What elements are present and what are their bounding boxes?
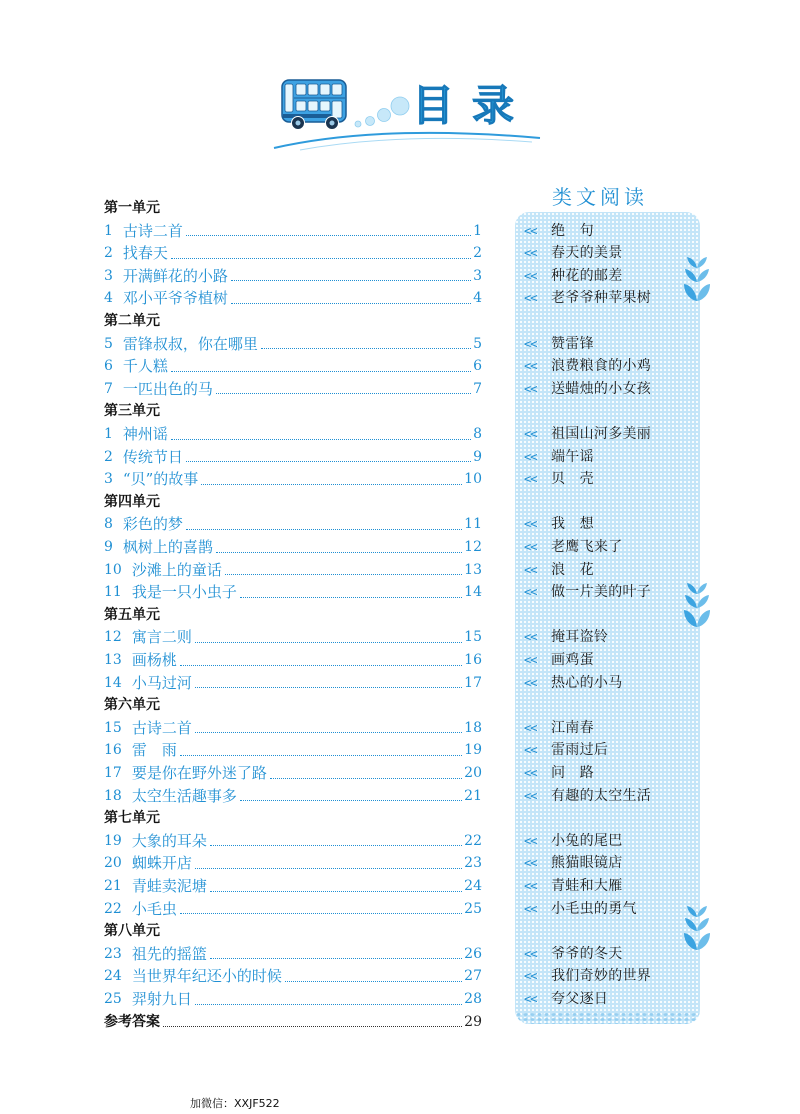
toc-page-number: 10 <box>464 471 482 488</box>
toc-page-number: 5 <box>473 335 482 352</box>
reading-title: 祖国山河多美丽 <box>551 426 652 442</box>
reading-marker: << <box>524 720 537 735</box>
toc-unit-heading: 第六单元 <box>104 697 160 714</box>
reading-item <box>524 627 694 647</box>
reading-item <box>524 447 694 467</box>
toc-lesson-number: 7 <box>104 380 113 397</box>
toc-lesson-title: 蜘蛛开店 <box>131 854 192 873</box>
toc-unit-heading: 第三单元 <box>104 403 160 420</box>
reading-marker: << <box>524 856 537 871</box>
reading-item <box>524 899 694 919</box>
toc-unit-heading: 第四单元 <box>104 493 160 510</box>
toc-answers-title: 参考答案 <box>104 1013 160 1030</box>
reading-title: 小兔的尾巴 <box>551 832 623 849</box>
toc-unit-heading: 第一单元 <box>104 200 160 216</box>
toc-lesson-title: 寓言二则 <box>131 628 192 647</box>
reading-title: 夸父逐日 <box>551 991 609 1007</box>
toc-page-number: 24 <box>464 878 482 894</box>
toc-page-number: 20 <box>464 765 482 781</box>
toc-page-number: 8 <box>473 426 482 442</box>
reading-marker: << <box>524 517 537 532</box>
reading-item <box>524 831 694 851</box>
reading-marker: << <box>524 585 537 600</box>
toc-lesson-number: 9 <box>104 539 113 555</box>
toc-page-number: 21 <box>464 787 482 804</box>
toc-lesson-title: 彩色的梦 <box>122 515 183 534</box>
toc-lesson-number: 8 <box>104 516 113 533</box>
reading-item <box>524 786 694 806</box>
toc-lesson-number: 19 <box>104 832 122 849</box>
toc-lesson-number: 2 <box>104 245 113 262</box>
reading-title: 赞雷锋 <box>551 335 594 352</box>
reading-marker: << <box>524 449 537 464</box>
reading-item <box>524 334 694 354</box>
reading-marker: << <box>524 472 537 487</box>
toc-page-number: 12 <box>464 539 482 555</box>
reading-title: 爷爷的冬天 <box>551 945 623 962</box>
toc-lesson-title: 大象的耳朵 <box>131 831 207 850</box>
toc-lesson-number: 14 <box>104 674 122 691</box>
toc-lesson-number: 13 <box>104 652 122 668</box>
toc-page-number: 25 <box>464 900 482 917</box>
toc-page-number: 13 <box>464 561 482 578</box>
reading-title: 江南春 <box>551 719 594 736</box>
footer-note: 加微信：XXJF522 <box>190 1097 280 1110</box>
toc-lesson-number: 6 <box>104 358 113 375</box>
toc-lesson-number: 15 <box>104 719 122 736</box>
toc-lesson-title: 古诗二首 <box>122 221 183 240</box>
reading-title: 热心的小马 <box>551 674 623 691</box>
toc-lesson-number: 10 <box>104 561 122 578</box>
reading-marker: << <box>524 381 537 396</box>
toc-lesson-title: 沙滩上的童话 <box>131 560 222 579</box>
reading-marker: << <box>524 969 537 984</box>
reading-marker: << <box>524 766 537 780</box>
reading-title: 端午谣 <box>551 448 594 465</box>
toc-lesson-number: 25 <box>104 991 122 1007</box>
toc-lesson-title: 找春天 <box>122 244 168 263</box>
reading-item <box>524 243 694 263</box>
reading-marker: << <box>524 653 537 667</box>
toc-lesson-number: 12 <box>104 629 122 646</box>
toc-page-number: 28 <box>464 991 482 1007</box>
reading-item <box>524 379 694 399</box>
toc-lesson-title: 要是你在野外迷了路 <box>131 764 267 782</box>
toc-lesson-title: 祖先的摇篮 <box>131 944 207 963</box>
toc-lesson-title: 传统节日 <box>122 447 183 466</box>
reading-title: 绝 句 <box>551 222 594 239</box>
reading-item <box>524 288 694 308</box>
reading-item <box>524 514 694 534</box>
reading-marker: << <box>524 268 537 283</box>
reading-title: 我 想 <box>551 516 594 533</box>
toc-page-number: 19 <box>464 742 482 759</box>
toc-lesson-title: 开满鲜花的小路 <box>122 266 228 285</box>
toc-page-number: 3 <box>473 267 482 284</box>
toc-lesson-number: 23 <box>104 945 122 962</box>
reading-title: 青蛙和大雁 <box>551 878 623 894</box>
reading-marker: << <box>524 540 537 554</box>
reading-title: 掩耳盗铃 <box>551 629 609 646</box>
toc-page-number: 4 <box>473 290 482 307</box>
reading-item <box>524 763 694 783</box>
toc-lesson-title: “贝”的故事 <box>122 470 199 489</box>
reading-title: 我们奇妙的世界 <box>551 968 652 985</box>
reading-item <box>524 718 694 738</box>
toc-page-number: 1 <box>473 222 482 239</box>
reading-marker: << <box>524 901 537 916</box>
toc-unit-heading: 第五单元 <box>104 606 160 623</box>
reading-title: 有趣的太空生活 <box>551 787 652 804</box>
reading-title: 熊猫眼镜店 <box>551 855 623 872</box>
toc-page-number: 17 <box>464 674 482 691</box>
toc-page-number: 16 <box>464 652 482 668</box>
toc-lesson-title: 枫树上的喜鹊 <box>122 538 213 556</box>
toc-lesson-number: 11 <box>104 584 122 601</box>
toc-lesson-number: 3 <box>104 471 113 488</box>
toc-lesson-title: 神州谣 <box>122 425 168 443</box>
toc-page-number: 2 <box>473 245 482 262</box>
reading-item <box>524 582 694 602</box>
reading-marker: << <box>524 879 537 893</box>
toc-lesson-number: 22 <box>104 900 122 917</box>
reading-marker: << <box>524 788 537 803</box>
toc-page-number: 11 <box>464 516 482 533</box>
reading-marker: << <box>524 675 537 690</box>
toc-page-number: 18 <box>464 719 482 736</box>
toc-lesson-number: 3 <box>104 267 113 284</box>
toc-lesson-number: 18 <box>104 787 122 804</box>
reading-marker: << <box>524 743 537 758</box>
reading-title: 老鹰飞来了 <box>551 539 623 555</box>
reading-marker: << <box>524 833 537 848</box>
reading-marker: << <box>524 291 537 306</box>
toc-page-number: 22 <box>464 832 482 849</box>
toc-lesson-title: 羿射九日 <box>131 990 192 1008</box>
reading-item <box>524 740 694 760</box>
reading-item <box>524 944 694 964</box>
toc-page-number: 9 <box>473 448 482 465</box>
toc-page-number: 7 <box>473 380 482 397</box>
reading-title: 浪费粮食的小鸡 <box>551 358 652 375</box>
reading-item <box>524 266 694 286</box>
toc-lesson-number: 17 <box>104 765 122 781</box>
reading-item <box>524 356 694 376</box>
reading-marker: << <box>524 946 537 961</box>
reading-title: 画鸡蛋 <box>551 652 594 668</box>
reading-title: 雷雨过后 <box>551 742 609 759</box>
toc-lesson-title: 邓小平爷爷植树 <box>122 289 228 308</box>
reading-item <box>524 966 694 986</box>
reading-marker: << <box>524 562 537 577</box>
reading-title: 浪 花 <box>551 561 594 578</box>
reading-title: 老爷爷种苹果树 <box>551 290 652 307</box>
toc-lesson-number: 20 <box>104 855 122 872</box>
toc-page-number: 6 <box>473 358 482 375</box>
toc-lesson-title: 画杨桃 <box>131 651 177 669</box>
toc-page-number: 27 <box>464 968 482 985</box>
reading-item <box>524 853 694 873</box>
reading-item <box>524 876 694 896</box>
reading-panel-title: 类文阅读 <box>552 185 648 209</box>
reading-marker: << <box>524 630 537 645</box>
reading-item <box>524 469 694 489</box>
toc-lesson-title: 当世界年纪还小的时候 <box>131 967 282 986</box>
reading-title: 小毛虫的勇气 <box>551 900 637 917</box>
toc-lesson-title: 一匹出色的马 <box>122 379 213 398</box>
reading-marker: << <box>524 223 537 238</box>
reading-title: 春天的美景 <box>551 245 623 262</box>
toc-lesson-number: 21 <box>104 878 122 894</box>
toc-lesson-number: 16 <box>104 742 122 759</box>
toc-lesson-number: 1 <box>104 426 113 442</box>
toc-lesson-title: 青蛙卖泥塘 <box>131 877 207 895</box>
reading-marker: << <box>524 992 537 1006</box>
reading-item <box>524 221 694 241</box>
reading-title: 问 路 <box>551 765 594 781</box>
toc-page-number: 15 <box>464 629 482 646</box>
toc-page-number: 29 <box>464 1013 482 1030</box>
reading-marker: << <box>524 336 537 351</box>
toc-lesson-title: 太空生活趣事多 <box>131 786 237 805</box>
reading-item <box>524 989 694 1009</box>
toc-lesson-title: 小马过河 <box>131 673 192 692</box>
reading-item <box>524 424 694 444</box>
reading-marker: << <box>524 427 537 441</box>
toc-lesson-title: 雷 雨 <box>131 741 177 760</box>
toc-unit-heading: 第八单元 <box>104 923 160 940</box>
toc-lesson-title: 小毛虫 <box>131 899 177 918</box>
reading-title: 贝 壳 <box>551 471 594 488</box>
reading-title: 做一片美的叶子 <box>551 584 652 601</box>
reading-title: 送蜡烛的小女孩 <box>551 380 652 397</box>
reading-title: 种花的邮差 <box>551 267 623 284</box>
toc-unit-heading: 第七单元 <box>104 810 160 827</box>
reading-item <box>524 673 694 693</box>
reading-item <box>524 537 694 557</box>
page-title: 目录 <box>412 81 533 130</box>
reading-marker: << <box>524 246 537 261</box>
toc-lesson-title: 千人糕 <box>122 357 168 376</box>
toc-unit-heading: 第二单元 <box>104 313 160 329</box>
reading-marker: << <box>524 359 537 374</box>
toc-lesson-number: 5 <box>104 335 113 352</box>
toc-lesson-title: 我是一只小虫子 <box>131 583 237 602</box>
toc-lesson-number: 24 <box>104 968 122 985</box>
toc-page-number: 14 <box>464 584 482 601</box>
reading-item <box>524 560 694 580</box>
toc-lesson-number: 4 <box>104 290 113 307</box>
toc-lesson-title: 古诗二首 <box>131 718 192 737</box>
toc-page-number: 26 <box>464 945 482 962</box>
toc-lesson-title: 雷锋叔叔，你在哪里 <box>122 334 258 353</box>
toc-page-number: 23 <box>464 855 482 872</box>
toc-lesson-number: 1 <box>104 222 113 239</box>
toc-lesson-number: 2 <box>104 448 113 465</box>
reading-item <box>524 650 694 670</box>
